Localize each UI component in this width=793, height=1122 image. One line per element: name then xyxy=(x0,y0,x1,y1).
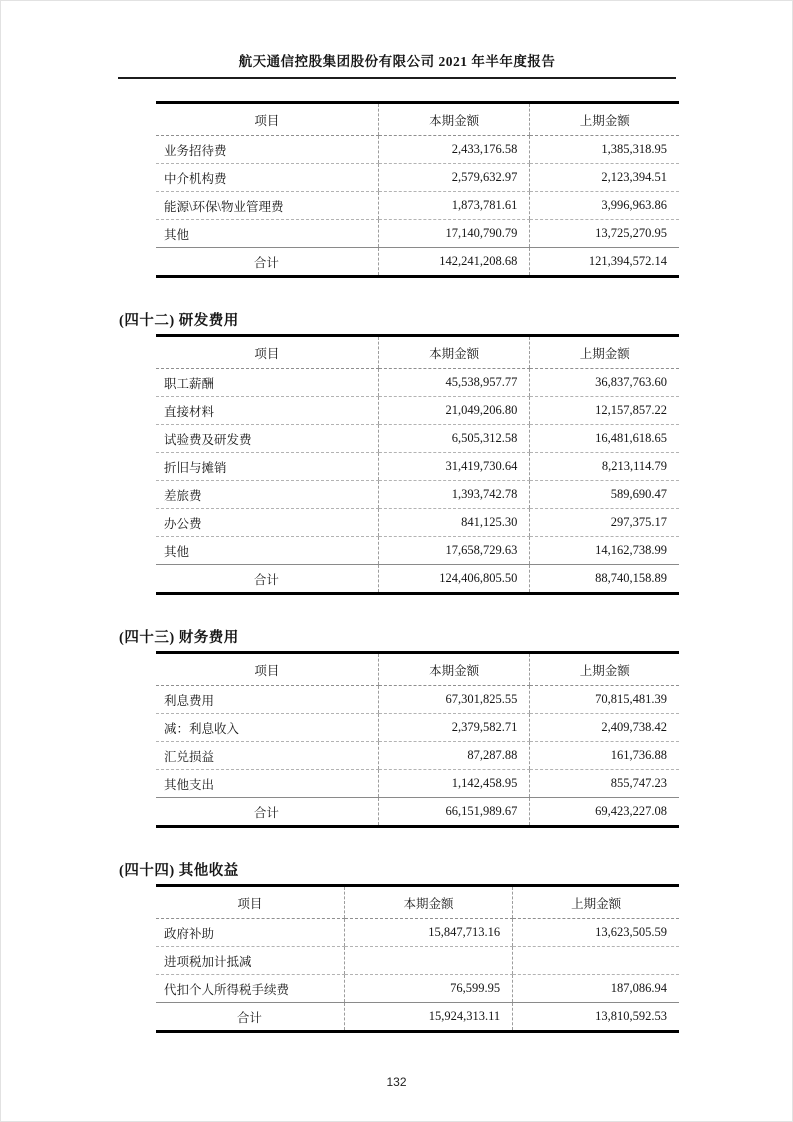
total-label: 合计 xyxy=(156,798,378,827)
total-label: 合计 xyxy=(156,565,378,594)
prior-period-amount: 297,375.17 xyxy=(530,509,679,537)
report-sections xyxy=(1,101,792,1033)
row-label: 差旅费 xyxy=(156,481,378,509)
column-header: 项目 xyxy=(156,653,378,686)
column-header: 上期金额 xyxy=(513,886,679,919)
section-expense-items-continued xyxy=(156,101,679,278)
current-period-amount: 15,847,713.16 xyxy=(344,919,512,947)
table-row xyxy=(156,742,679,770)
column-header: 本期金额 xyxy=(378,653,530,686)
current-period-amount: 1,393,742.78 xyxy=(378,481,530,509)
current-period-amount: 66,151,989.67 xyxy=(378,798,530,827)
current-period-amount: 21,049,206.80 xyxy=(378,397,530,425)
current-period-amount: 1,873,781.61 xyxy=(378,192,530,220)
prior-period-amount: 12,157,857.22 xyxy=(530,397,679,425)
current-period-amount: 841,125.30 xyxy=(378,509,530,537)
current-period-amount: 2,579,632.97 xyxy=(378,164,530,192)
section-rd-expenses xyxy=(119,309,679,595)
column-header: 项目 xyxy=(156,103,378,136)
financial-table xyxy=(156,884,679,1033)
prior-period-amount: 36,837,763.60 xyxy=(530,369,679,397)
row-label: 中介机构费 xyxy=(156,164,378,192)
prior-period-amount: 161,736.88 xyxy=(530,742,679,770)
section-financial-expenses xyxy=(119,626,679,828)
prior-period-amount: 2,123,394.51 xyxy=(530,164,679,192)
row-label: 试验费及研发费 xyxy=(156,425,378,453)
current-period-amount: 15,924,313.11 xyxy=(344,1003,512,1032)
column-header: 上期金额 xyxy=(530,103,679,136)
table-row xyxy=(156,453,679,481)
current-period-amount: 17,140,790.79 xyxy=(378,220,530,248)
row-label: 业务招待费 xyxy=(156,136,378,164)
prior-period-amount: 16,481,618.65 xyxy=(530,425,679,453)
header-row xyxy=(156,103,679,136)
page-footer xyxy=(1,1073,792,1091)
section-heading: (四十三) 财务费用 xyxy=(119,630,239,646)
table-row xyxy=(156,770,679,798)
prior-period-amount: 589,690.47 xyxy=(530,481,679,509)
prior-period-amount: 8,213,114.79 xyxy=(530,453,679,481)
header-row xyxy=(156,336,679,369)
prior-period-amount: 1,385,318.95 xyxy=(530,136,679,164)
row-label: 折旧与摊销 xyxy=(156,453,378,481)
report-title: 航天通信控股集团股份有限公司 2021 年半年度报告 xyxy=(118,50,676,79)
row-label: 政府补助 xyxy=(156,919,344,947)
row-label: 进项税加计抵减 xyxy=(156,947,344,975)
row-label: 职工薪酬 xyxy=(156,369,378,397)
prior-period-amount: 2,409,738.42 xyxy=(530,714,679,742)
section-other-income xyxy=(119,859,679,1033)
table-row xyxy=(156,686,679,714)
prior-period-amount: 187,086.94 xyxy=(513,975,679,1003)
current-period-amount: 1,142,458.95 xyxy=(378,770,530,798)
table-row xyxy=(156,192,679,220)
column-header: 项目 xyxy=(156,336,378,369)
current-period-amount: 45,538,957.77 xyxy=(378,369,530,397)
prior-period-amount: 121,394,572.14 xyxy=(530,248,679,277)
current-period-amount: 31,419,730.64 xyxy=(378,453,530,481)
row-label: 其他 xyxy=(156,220,378,248)
table-row xyxy=(156,136,679,164)
prior-period-amount: 3,996,963.86 xyxy=(530,192,679,220)
column-header: 项目 xyxy=(156,886,344,919)
table-row xyxy=(156,481,679,509)
table-row xyxy=(156,164,679,192)
table-row xyxy=(156,397,679,425)
section-heading: (四十四) 其他收益 xyxy=(119,863,239,879)
total-row xyxy=(156,248,679,277)
table-row xyxy=(156,947,679,975)
row-label: 利息费用 xyxy=(156,686,378,714)
current-period-amount: 124,406,805.50 xyxy=(378,565,530,594)
column-header: 本期金额 xyxy=(378,336,530,369)
section-heading: (四十二) 研发费用 xyxy=(119,313,239,329)
current-period-amount: 142,241,208.68 xyxy=(378,248,530,277)
row-label: 汇兑损益 xyxy=(156,742,378,770)
table-row xyxy=(156,714,679,742)
table-row xyxy=(156,975,679,1003)
prior-period-amount: 70,815,481.39 xyxy=(530,686,679,714)
financial-table xyxy=(156,101,679,278)
row-label: 办公费 xyxy=(156,509,378,537)
total-label: 合计 xyxy=(156,248,378,277)
total-label: 合计 xyxy=(156,1003,344,1032)
row-label: 直接材料 xyxy=(156,397,378,425)
table-row xyxy=(156,425,679,453)
current-period-amount: 2,433,176.58 xyxy=(378,136,530,164)
header-row xyxy=(156,653,679,686)
prior-period-amount: 855,747.23 xyxy=(530,770,679,798)
row-label: 减：利息收入 xyxy=(156,714,378,742)
header-row xyxy=(156,886,679,919)
row-label: 代扣个人所得税手续费 xyxy=(156,975,344,1003)
prior-period-amount: 13,725,270.95 xyxy=(530,220,679,248)
row-label: 其他支出 xyxy=(156,770,378,798)
financial-table xyxy=(156,651,679,828)
current-period-amount: 17,658,729.63 xyxy=(378,537,530,565)
table-row xyxy=(156,369,679,397)
prior-period-amount xyxy=(513,947,679,975)
total-row xyxy=(156,1003,679,1032)
column-header: 上期金额 xyxy=(530,336,679,369)
table-row xyxy=(156,509,679,537)
column-header: 上期金额 xyxy=(530,653,679,686)
current-period-amount: 2,379,582.71 xyxy=(378,714,530,742)
financial-table xyxy=(156,334,679,595)
prior-period-amount: 69,423,227.08 xyxy=(530,798,679,827)
table-row xyxy=(156,919,679,947)
page-number: 132 xyxy=(386,1075,407,1089)
total-row xyxy=(156,798,679,827)
prior-period-amount: 14,162,738.99 xyxy=(530,537,679,565)
table-row xyxy=(156,537,679,565)
prior-period-amount: 13,623,505.59 xyxy=(513,919,679,947)
page-header xyxy=(118,1,676,79)
column-header: 本期金额 xyxy=(344,886,512,919)
row-label: 能源\环保\物业管理费 xyxy=(156,192,378,220)
prior-period-amount: 88,740,158.89 xyxy=(530,565,679,594)
current-period-amount xyxy=(344,947,512,975)
prior-period-amount: 13,810,592.53 xyxy=(513,1003,679,1032)
column-header: 本期金额 xyxy=(378,103,530,136)
table-row xyxy=(156,220,679,248)
row-label: 其他 xyxy=(156,537,378,565)
current-period-amount: 87,287.88 xyxy=(378,742,530,770)
total-row xyxy=(156,565,679,594)
current-period-amount: 67,301,825.55 xyxy=(378,686,530,714)
current-period-amount: 6,505,312.58 xyxy=(378,425,530,453)
current-period-amount: 76,599.95 xyxy=(344,975,512,1003)
